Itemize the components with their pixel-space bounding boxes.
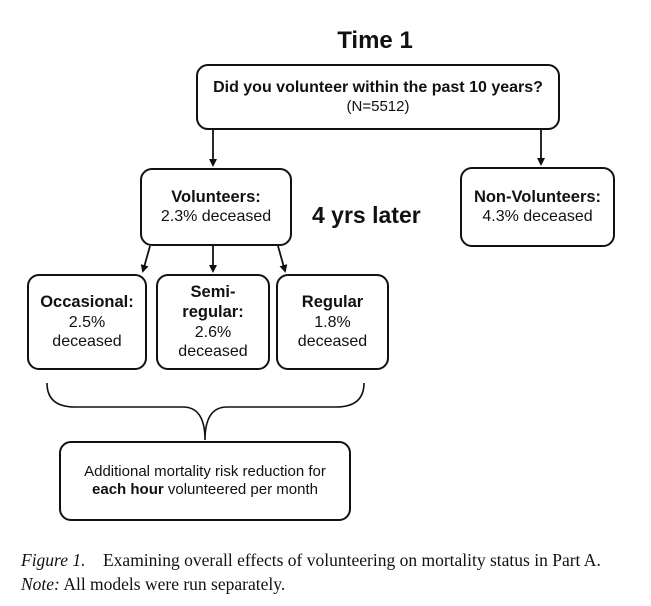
hourly-risk-box xyxy=(59,441,351,521)
caption-figure-label: Figure 1. xyxy=(21,550,86,570)
arrow-volunteers-to-occasional xyxy=(143,246,150,271)
four-years-later-label: 4 yrs later xyxy=(312,202,421,228)
hourly-risk-bold: each hour xyxy=(92,481,164,498)
figure-caption xyxy=(21,549,636,596)
volunteers-box xyxy=(140,168,292,246)
regular-rate: 1.8% xyxy=(314,313,351,331)
occasional-rate: 2.5% xyxy=(68,313,106,331)
semi-regular-box xyxy=(156,274,270,370)
hourly-risk-line1: Additional mortality risk reduction for xyxy=(84,463,326,480)
occasional-deceased: deceased xyxy=(52,332,122,350)
semi-regular-label-line2: regular: xyxy=(182,302,244,321)
volunteers-label: Volunteers: xyxy=(171,187,261,206)
arrow-volunteers-to-regular xyxy=(278,246,285,271)
hourly-risk-rest: volunteered per month xyxy=(163,481,318,498)
semi-regular-deceased: deceased xyxy=(178,342,248,360)
caption-note-text: All models were run separately. xyxy=(63,573,286,594)
regular-box xyxy=(276,274,389,370)
volunteers-rate: 2.3% deceased xyxy=(160,208,272,226)
curly-brace xyxy=(47,383,364,440)
caption-note-label: Note: xyxy=(21,573,60,594)
caption-text: Examining overall effects of volunteering on mortality status in Part A. xyxy=(102,550,601,570)
time-1-title: Time 1 xyxy=(337,27,413,54)
regular-deceased: deceased xyxy=(297,332,368,350)
semi-regular-label-line1: Semi- xyxy=(190,283,236,302)
non-volunteers-box xyxy=(460,167,615,247)
occasional-box xyxy=(27,274,147,370)
hourly-risk-line2 xyxy=(92,481,318,499)
non-volunteers-rate: 4.3% deceased xyxy=(482,208,593,226)
sample-size-text: (N=5512) xyxy=(346,97,410,115)
semi-regular-rate: 2.6% xyxy=(194,323,232,341)
volunteer-question-box xyxy=(196,64,560,130)
non-volunteers-label: Non-Volunteers: xyxy=(473,187,602,206)
regular-label: Regular xyxy=(301,292,364,311)
question-text: Did you volunteer within the past 10 years? xyxy=(213,79,543,97)
occasional-label: Occasional: xyxy=(40,292,134,311)
